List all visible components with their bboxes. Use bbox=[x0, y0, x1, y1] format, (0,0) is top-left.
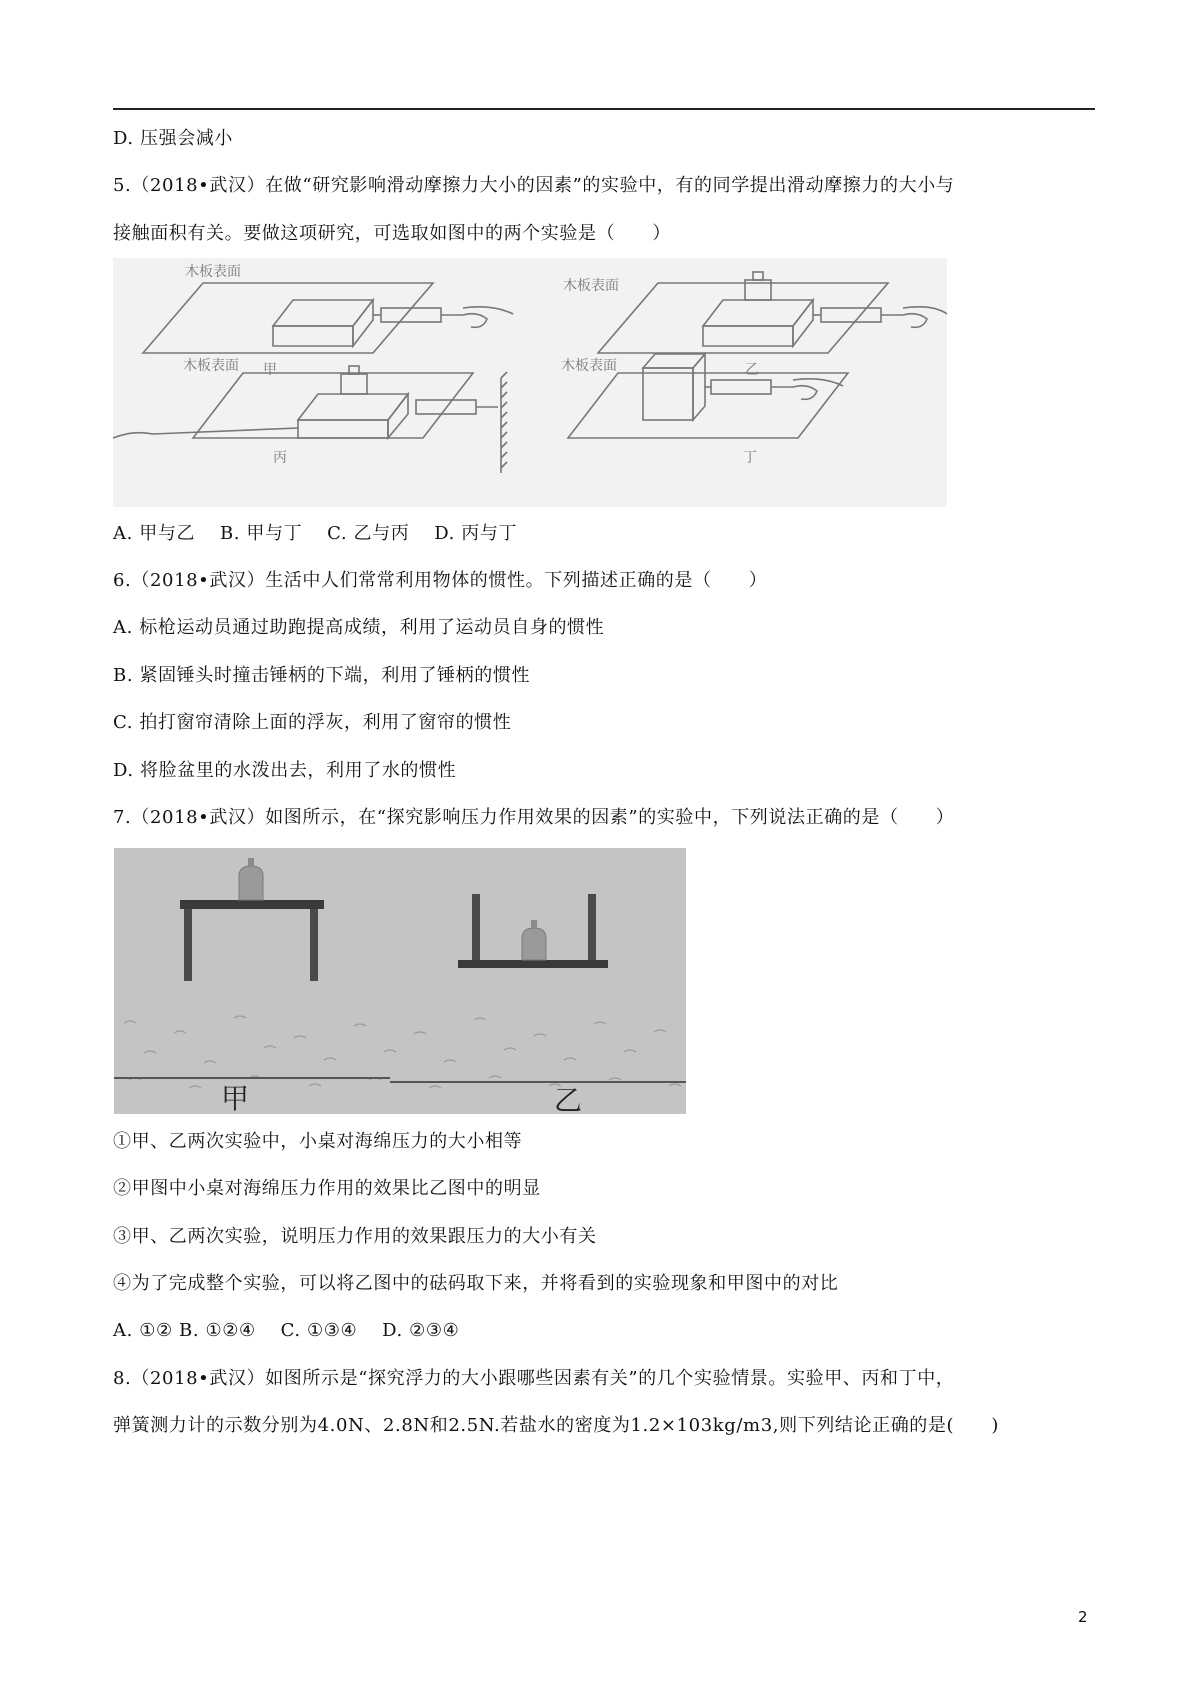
question-6-option-b: B. 紧固锤头时撞击锤柄的下端，利用了锤柄的惯性 bbox=[113, 665, 531, 686]
surface-label-jia: 木板表面 bbox=[185, 264, 241, 280]
header-rule bbox=[113, 108, 1095, 110]
table-jia bbox=[180, 858, 324, 981]
label-bing: 丙 bbox=[273, 450, 287, 466]
question-6-option-c: C. 拍打窗帘清除上面的浮灰，利用了窗帘的惯性 bbox=[113, 712, 512, 733]
page-number: 2 bbox=[1078, 1608, 1088, 1626]
table-yi bbox=[458, 894, 608, 968]
question-6-option-a: A. 标枪运动员通过助跑提高成绩，利用了运动员自身的惯性 bbox=[113, 617, 605, 638]
surface-label-yi: 木板表面 bbox=[563, 278, 619, 294]
label-yi-2: 乙 bbox=[554, 1084, 583, 1114]
label-jia: 甲 bbox=[263, 362, 277, 378]
panel-jia bbox=[143, 283, 513, 353]
question-5-text: 5.（2018•武汉）在做“研究影响滑动摩擦力大小的因素”的实验中，有的同学提出滑动摩擦力的大小与 bbox=[113, 175, 955, 196]
label-jia-2: 甲 bbox=[221, 1082, 250, 1114]
surface-label-bing: 木板表面 bbox=[183, 358, 239, 374]
question-6-text: 6.（2018•武汉）生活中人们常常利用物体的惯性。下列描述正确的是（ ） bbox=[113, 570, 768, 591]
question-7-text: 7.（2018•武汉）如图所示，在“探究影响压力作用效果的因素”的实验中，下列说法正确的是（ ） bbox=[113, 807, 955, 828]
pressure-experiment-figure bbox=[114, 848, 686, 1114]
question-8-text-cont: 弹簧测力计的示数分别为4.0N、2.8N和2.5N.若盐水的密度为1.2×103kg/m3,则下列结论正确的是( ) bbox=[113, 1415, 999, 1436]
statement-4: ④为了完成整个实验，可以将乙图中的砝码取下来，并将看到的实验现象和甲图中的对比 bbox=[113, 1273, 839, 1294]
surface-label-ding: 木板表面 bbox=[561, 358, 617, 374]
question-8-text: 8.（2018•武汉）如图所示是“探究浮力的大小跟哪些因素有关”的几个实验情景。实验甲、丙和丁中， bbox=[113, 1368, 955, 1389]
option-d-q4: D. 压强会减小 bbox=[113, 128, 234, 149]
question-5-text-cont: 接触面积有关。要做这项研究，可选取如图中的两个实验是（ ） bbox=[113, 223, 671, 244]
statement-2: ②甲图中小桌对海绵压力作用的效果比乙图中的明显 bbox=[113, 1178, 541, 1199]
friction-experiment-figure bbox=[113, 258, 947, 507]
label-yi: 乙 bbox=[745, 362, 759, 378]
statement-3: ③甲、乙两次实验，说明压力作用的效果跟压力的大小有关 bbox=[113, 1226, 597, 1247]
label-ding: 丁 bbox=[743, 450, 757, 466]
question-6-option-d: D. 将脸盆里的水泼出去，利用了水的惯性 bbox=[113, 760, 457, 781]
panel-yi bbox=[598, 272, 947, 353]
question-7-options: A. ①② B. ①②④ C. ①③④ D. ②③④ bbox=[113, 1320, 460, 1341]
panel-bing bbox=[113, 366, 507, 473]
question-5-options: A. 甲与乙 B. 甲与丁 C. 乙与丙 D. 丙与丁 bbox=[113, 523, 518, 544]
statement-1: ①甲、乙两次实验中，小桌对海绵压力的大小相等 bbox=[113, 1131, 523, 1152]
